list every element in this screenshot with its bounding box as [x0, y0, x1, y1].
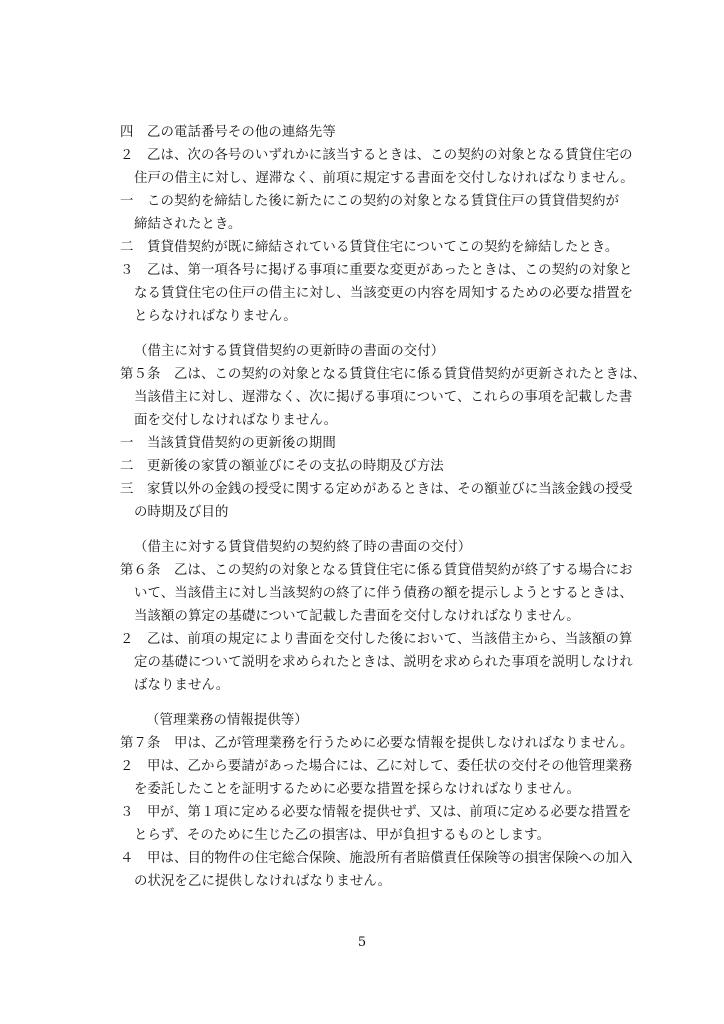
- article-6-paragraph-2-line-2: 定の基礎について説明を求められたときは、説明を求められた事項を説明しなけれ: [134, 655, 633, 670]
- page-number: 5: [357, 935, 367, 950]
- article-6-line-1: 第６条 乙は、この契約の対象となる賃貸住宅に係る賃貸借契約が終了する場合にお: [120, 563, 633, 578]
- paragraph-2-line-2: 住戸の借主に対し、遅滞なく、前項に規定する書面を交付しなければなりません。: [134, 171, 634, 186]
- article-6-paragraph-2-line-1: ２ 乙は、前項の規定により書面を交付した後において、当該借主から、当該額の算: [120, 632, 633, 647]
- article-6-paragraph-2-line-3: ばなりません。: [134, 678, 230, 693]
- article-5-heading: （借主に対する賃貸借契約の更新時の書面の交付）: [134, 344, 445, 359]
- article-7-paragraph-3-line-1: ３ 甲が、第１項に定める必要な情報を提供せず、又は、前項に定める必要な措置を: [120, 805, 632, 820]
- article-7-paragraph-2-line-2: を委託したことを証明するために必要な措置を採らなければなりません。: [134, 782, 580, 797]
- article-6-line-2: いて、当該借主に対し当該契約の終了に伴う債務の額を提示しようとするときは、: [134, 586, 633, 601]
- article-5-line-1: 第５条 乙は、この契約の対象となる賃貸住宅に係る賃貸借契約が更新されたときは、: [120, 367, 647, 382]
- article-7-line-1: 第７条 甲は、乙が管理業務を行うために必要な情報を提供しなければなりません。: [120, 736, 634, 751]
- paragraph-3-line-3: とらなければなりません。: [134, 309, 297, 324]
- item-1-line-2: 締結されたとき。: [134, 217, 242, 232]
- paragraph-2-line-1: ２ 乙は、次の各号のいずれかに該当するときは、この契約の対象となる賃貸住宅の: [120, 148, 633, 163]
- article-7-heading: （管理業務の情報提供等）: [146, 713, 308, 728]
- article-5-item-3-line-1: 三 家賃以外の金銭の授受に関する定めがあるときは、その額並びに当該金銭の授受: [120, 482, 633, 497]
- article-7-paragraph-4-line-1: ４ 甲は、目的物件の住宅総合保険、施設所有者賠償責任保険等の損害保険への加入: [120, 851, 633, 866]
- article-7-paragraph-2-line-1: ２ 甲は、乙から要請があった場合には、乙に対して、委任状の交付その他管理業務: [120, 759, 633, 774]
- article-5-item-3-line-2: の時期及び目的: [134, 505, 229, 520]
- paragraph-3-line-2: なる賃貸住宅の住戸の借主に対し、当該変更の内容を周知するための必要な措置を: [134, 286, 634, 301]
- article-7-paragraph-4-line-2: の状況を乙に提供しなければなりません。: [134, 874, 392, 889]
- article-6-heading: （借主に対する賃貸借契約の契約終了時の書面の交付）: [134, 540, 472, 555]
- item-4-contact-info: 四 乙の電話番号その他の連絡先等: [120, 125, 336, 140]
- article-7-paragraph-3-line-2: とらず、そのために生じた乙の損害は、甲が負担するものとします。: [134, 828, 551, 843]
- paragraph-3-line-1: ３ 乙は、第一項各号に掲げる事項に重要な変更があったときは、この契約の対象と: [120, 263, 633, 278]
- article-5-line-3: 面を交付しなければなりません。: [134, 413, 338, 428]
- article-5-line-2: 当該借主に対し、遅滞なく、次に掲げる事項について、これらの事項を記載した書: [134, 390, 633, 405]
- item-2-line: 二 賃貸借契約が既に締結されている賃貸住宅についてこの契約を締結したとき。: [120, 240, 619, 255]
- article-6-line-3: 当該額の算定の基礎について記載した書面を交付しなければなりません。: [134, 609, 580, 624]
- article-5-item-1: 一 当該賃貸借契約の更新後の期間: [120, 436, 336, 451]
- article-5-item-2: 二 更新後の家賃の額並びにその支払の時期及び方法: [120, 459, 444, 474]
- item-1-line-1: 一 この契約を締結した後に新たにこの契約の対象となる賃貸住戸の賃貸借契約が: [120, 194, 620, 209]
